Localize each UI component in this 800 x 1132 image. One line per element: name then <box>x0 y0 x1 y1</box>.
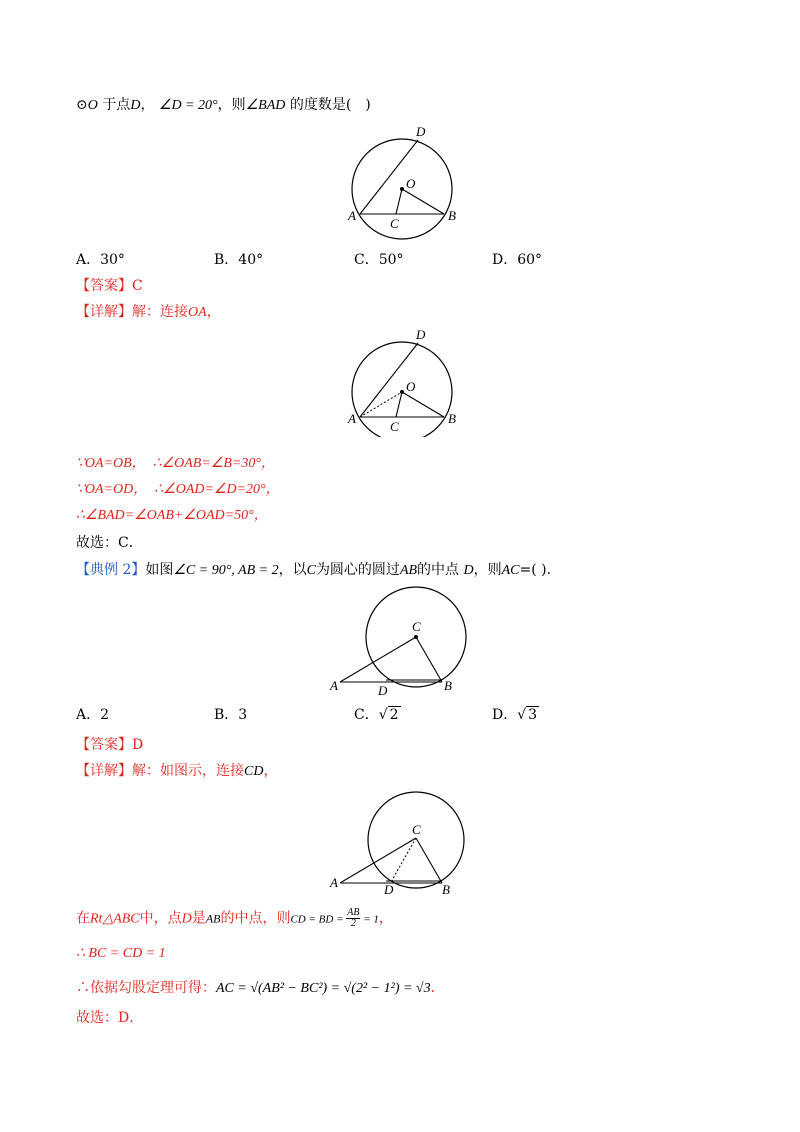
option-b: B．3 <box>214 707 248 723</box>
option-c: C．√ 2 <box>354 707 399 723</box>
stem-text: ，以 <box>278 562 307 578</box>
step-text: 在 <box>76 910 90 927</box>
stem-text: ，则 <box>473 562 502 578</box>
option-d: D．60° <box>492 252 543 268</box>
detail-oa: OA <box>188 305 207 320</box>
step-equation: = 1 <box>360 913 379 926</box>
step-text: ∴依据勾股定理可得： <box>76 980 216 996</box>
stem-c: C <box>306 563 316 578</box>
step-line: ∴∠BAD=∠OAB+∠OAD=50°， <box>76 508 268 523</box>
fraction-numerator: AB <box>347 907 360 918</box>
label-c: C <box>390 216 399 231</box>
q1-stem: ⊙O 于点D， ∠D = 20°，则∠BAD 的度数是( ) <box>76 97 371 113</box>
stem-ac: AC <box>501 563 520 578</box>
conclusion: 故选：C． <box>76 535 143 551</box>
stem-d: D <box>130 98 141 113</box>
fraction <box>346 908 360 929</box>
step-text: 是 <box>191 910 206 927</box>
stem-text: 的度数是( ) <box>289 97 371 113</box>
step-end: ， <box>378 910 393 927</box>
angle-bad: ∠BAD <box>245 98 286 113</box>
step-equation: AC = √(AB² − BC²) = √(2² − 1²) = √3 <box>216 981 431 996</box>
option-value: 2 <box>389 707 399 723</box>
label-d: D <box>378 683 388 697</box>
option-label: D． <box>492 707 518 723</box>
conclusion: 故选：D． <box>76 1010 144 1026</box>
option-a: A．30° <box>76 252 125 268</box>
label-d: D <box>384 882 394 897</box>
stem-d: D <box>463 563 474 578</box>
figure-circle-1 <box>340 122 470 242</box>
stem-text: 如图 <box>145 562 174 578</box>
step-text: 的中点，则 <box>220 910 291 927</box>
label-c: C <box>390 419 399 434</box>
option-label: C． <box>354 707 379 723</box>
stem-text: 的中点 <box>417 562 460 578</box>
figure-circle-2 <box>340 325 470 437</box>
label-a: A <box>348 208 356 223</box>
step-end: ． <box>430 980 445 996</box>
label-c: C <box>412 619 421 634</box>
label-d: D <box>416 124 426 139</box>
option-d: D．√ 3 <box>492 707 538 723</box>
answer-tag: 【答案】 <box>76 737 132 753</box>
label-b: B <box>448 411 456 426</box>
option-b: B．40° <box>214 252 264 268</box>
step-equation: CD = BD = <box>290 913 347 926</box>
figure-circle-4 <box>328 790 478 898</box>
label-a: A <box>330 875 338 890</box>
detail-text: 解：如图示，连接 <box>132 763 244 779</box>
answer-value: C <box>132 278 143 294</box>
stem-text: 于点 <box>102 97 131 113</box>
label-b: B <box>444 678 452 693</box>
label-a: A <box>330 678 338 693</box>
option-value: 3 <box>528 707 538 723</box>
answer-line <box>76 276 143 296</box>
detail-cd: CD <box>244 764 264 779</box>
example-tag: 【典例 2】 <box>76 562 146 578</box>
stem-ab: AB <box>399 563 418 578</box>
label-a: A <box>348 411 356 426</box>
step-triangle: Rt△ABC <box>90 911 140 927</box>
step-line <box>76 978 445 999</box>
step-line: ∴ BC = CD = 1 <box>76 946 166 961</box>
step-ab: AB <box>205 911 221 926</box>
option-a: A．2 <box>76 707 110 723</box>
angle-d: ∠D = 20° <box>158 98 218 113</box>
step-line <box>76 908 393 930</box>
detail-tag: 【详解】 <box>76 763 132 779</box>
stem-condition: ∠C = 90°, AB = 2 <box>173 563 279 578</box>
label-b: B <box>442 882 450 897</box>
stem-o: O <box>87 98 98 113</box>
detail-line <box>76 302 221 323</box>
detail-tag: 【详解】 <box>76 304 132 320</box>
figure-circle-3 <box>328 585 478 697</box>
label-d: D <box>416 327 426 342</box>
detail-line <box>76 761 277 782</box>
step-text: 中，点 <box>139 910 182 927</box>
detail-end: ， <box>206 304 221 320</box>
stem-text: 为圆心的圆过 <box>315 562 400 578</box>
step-d: D <box>181 911 192 927</box>
step-line: ∵OA=OD， ∴∠OAD=∠D=20°， <box>76 482 280 497</box>
label-o: O <box>406 176 416 191</box>
answer-line <box>76 735 143 755</box>
detail-text: 解：连接 <box>132 304 188 320</box>
stem-text: ，则 <box>217 97 246 113</box>
circle-symbol: ⊙ <box>76 97 88 113</box>
q2-stem <box>76 560 551 581</box>
stem-text: =( ). <box>519 562 552 578</box>
option-c: C．50° <box>354 252 404 268</box>
answer-tag: 【答案】 <box>76 278 132 294</box>
step-line: ∵OA=OB， ∴∠OAB=∠B=30°， <box>76 456 275 471</box>
fraction-denominator: 2 <box>350 918 356 929</box>
detail-end: ， <box>263 763 278 779</box>
answer-value: D <box>132 737 144 753</box>
label-b: B <box>448 208 456 223</box>
label-o: O <box>406 379 416 394</box>
label-c: C <box>412 822 421 837</box>
